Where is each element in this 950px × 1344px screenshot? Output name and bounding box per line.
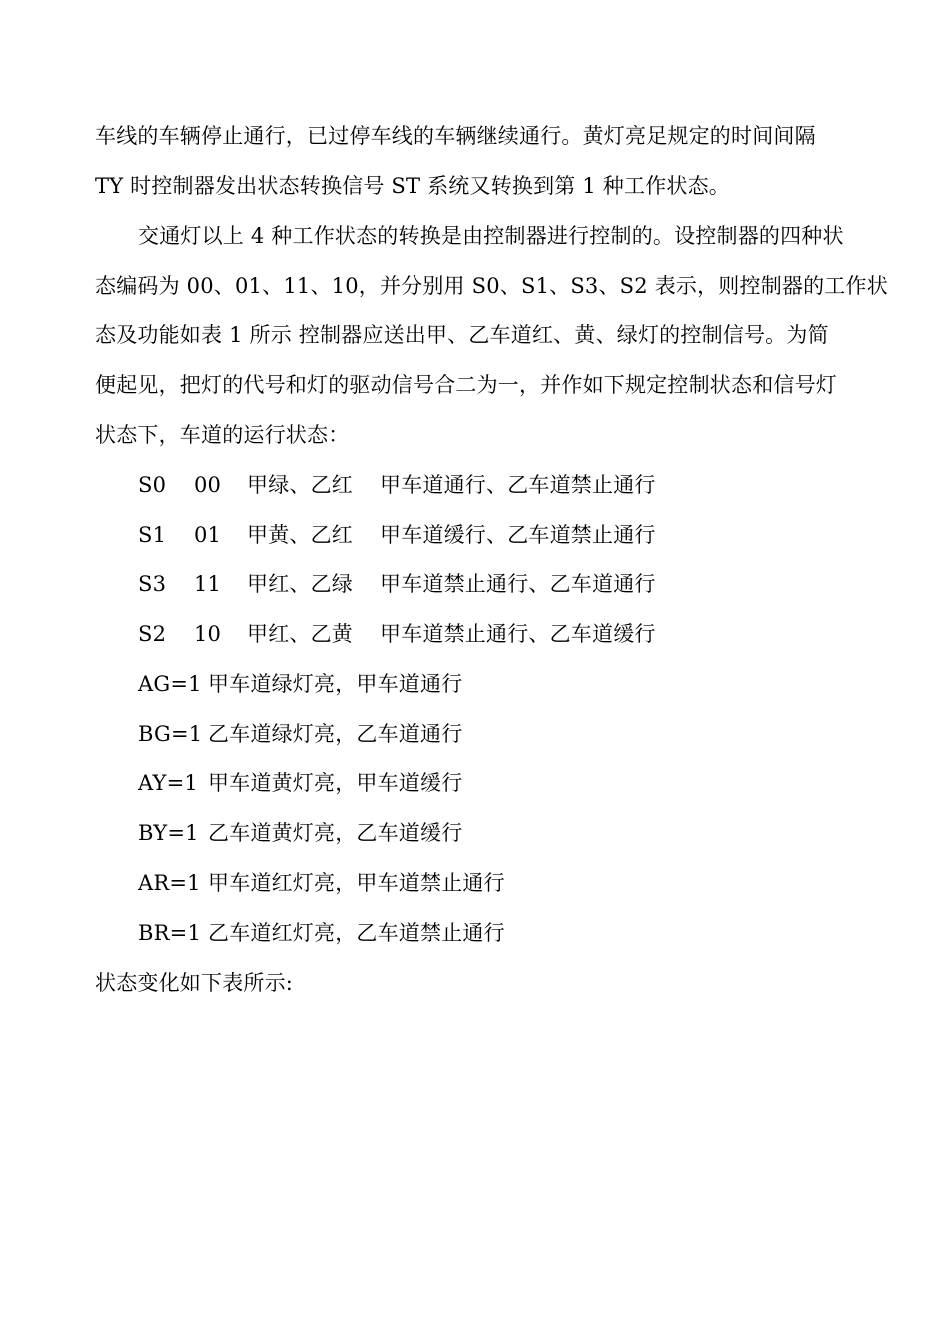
state-name: S0 [138,473,167,497]
signal-row [138,669,462,699]
paragraph-1-line-1: 车线的车辆停止通行，已过停车线的车辆继续通行。黄灯亮足规定的时间间隔 [95,124,816,148]
paragraph-2-line-3: 态及功能如表 1 所示 控制器应送出甲、乙车道红、黄、绿灯的控制信号。为简 [95,323,829,347]
paragraph-2-line-2: 态编码为 00、01、11、10，并分别用 S0、S1、S3、S2 表示，则控制器的工作状 [95,274,888,298]
state-code: 10 [194,622,222,646]
paragraph-2-line-4: 便起见，把灯的代号和灯的驱动信号合二为一，并作如下规定控制状态和信号灯 [95,373,837,397]
state-lights: 甲红、乙黄 [247,622,353,646]
closing-line: 状态变化如下表所示: [95,971,294,995]
state-status: 甲车道通行、乙车道禁止通行 [380,473,656,497]
state-code: 11 [194,572,222,596]
signal-name: BY=1 [138,821,199,845]
state-row [138,619,656,649]
signal-name: AG=1 [138,672,202,696]
state-status: 甲车道禁止通行、乙车道通行 [380,572,656,596]
state-lights: 甲黄、乙红 [247,523,353,547]
state-code: 01 [194,523,222,547]
state-name: S3 [138,572,167,596]
signal-row [138,768,462,798]
paragraph-2-line-1: 交通灯以上 4 种工作状态的转换是由控制器进行控制的。设控制器的四种状 [138,224,844,248]
state-lights: 甲红、乙绿 [247,572,353,596]
paragraph-1-line-2: TY 时控制器发出状态转换信号 ST 系统又转换到第 1 种工作状态。 [95,174,730,198]
signal-desc: 乙车道红灯亮，乙车道禁止通行 [208,921,505,945]
signal-row [138,868,505,898]
signal-row [138,818,462,848]
state-name: S1 [138,523,167,547]
state-name: S2 [138,622,167,646]
signal-desc: 甲车道绿灯亮，甲车道通行 [208,672,463,696]
signal-desc: 甲车道红灯亮，甲车道禁止通行 [208,871,505,895]
signal-name: AR=1 [138,871,201,895]
signal-row [138,918,505,948]
state-lights: 甲绿、乙红 [247,473,353,497]
state-code: 00 [194,473,222,497]
signal-name: BG=1 [138,722,203,746]
signal-desc: 甲车道黄灯亮，甲车道缓行 [208,771,463,795]
signal-desc: 乙车道黄灯亮，乙车道缓行 [208,821,463,845]
state-status: 甲车道禁止通行、乙车道缓行 [380,622,656,646]
paragraph-2-line-5: 状态下，车道的运行状态： [95,423,350,447]
state-row [138,569,656,599]
signal-desc: 乙车道绿灯亮，乙车道通行 [208,722,463,746]
signal-name: BR=1 [138,921,202,945]
signal-name: AY=1 [138,771,198,795]
state-row [138,470,656,500]
state-status: 甲车道缓行、乙车道禁止通行 [380,523,656,547]
signal-row [138,719,462,749]
state-row [138,520,656,550]
